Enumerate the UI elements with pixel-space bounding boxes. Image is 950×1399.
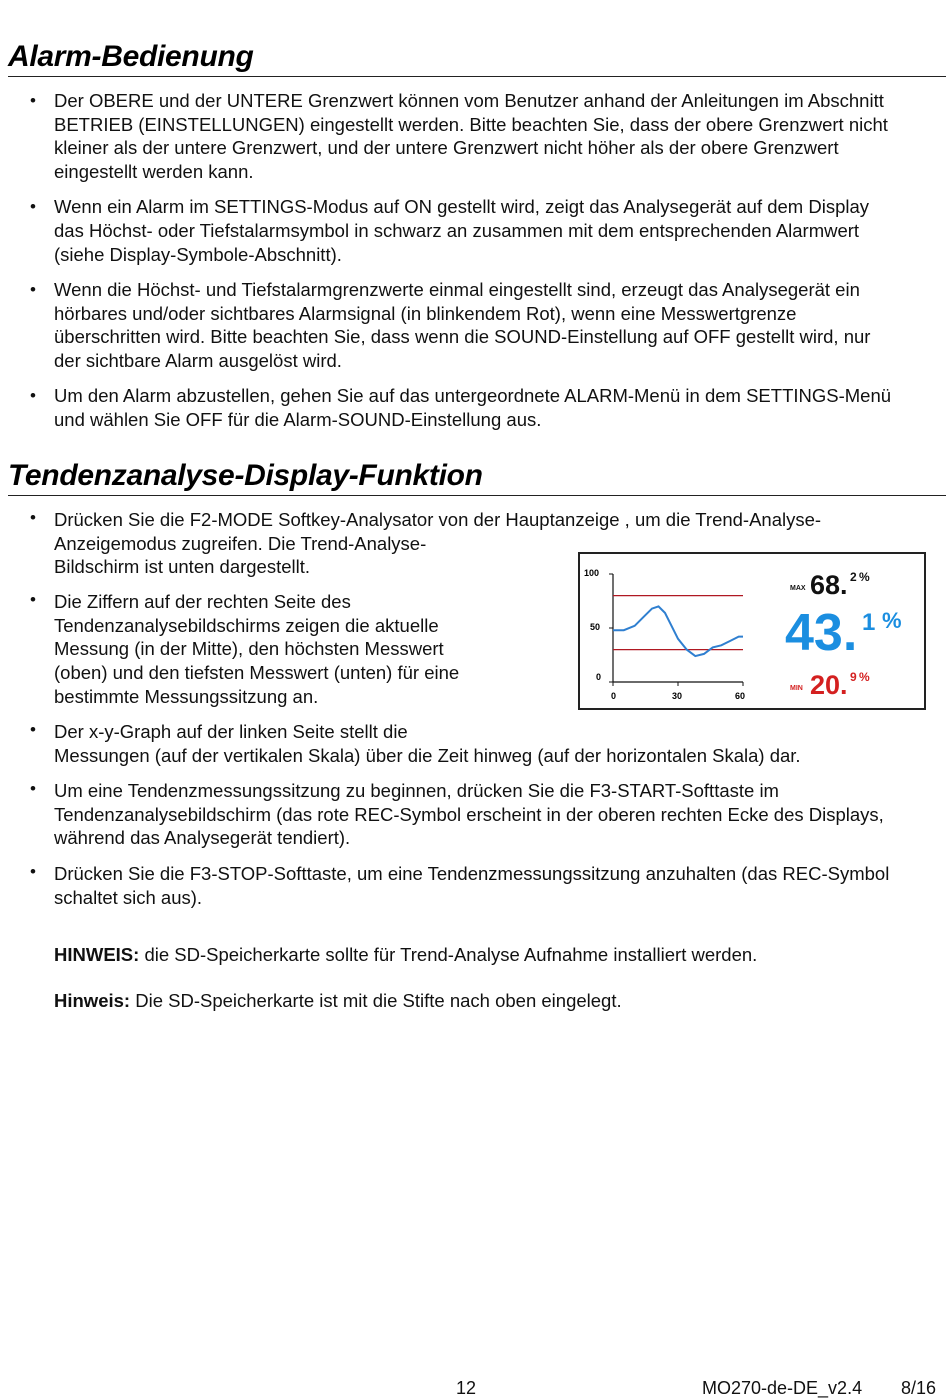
- trend-screen-illustration: [578, 552, 926, 710]
- min-unit: %: [859, 670, 870, 684]
- manual-page: Alarm-Bedienung • Der OBERE und der UNTERE Grenzwert können vom Benutzer anhand der Anleitungen im Abschnitt BETRIEB (EINSTELLUNGEN) eingestellt werden. Bitte beachten Sie, dass der obere Grenzwert nicht kleiner als der untere Grenzwert, und der untere Grenzwert nicht höher als der obere Grenzwert eingestellt werden kann. • Wenn ein Alarm im SETTINGS-Modus auf ON gestellt wird, zeigt das Analysegerät auf dem Display das Höchst- oder Tiefstalarmsymbol in schwarz an zusammen mit dem entsprechenden Alarmwert (siehe Display-Symbole-Abschnitt). • Wenn die Höchst- und Tiefstalarmgrenzwerte einmal eingestellt sind, erzeugt das Analysegerät ein hörbares und/oder sichtbares Alarmsignal (in blinkendem Rot), wenn eine Messwertgrenze überschritten wird. Bitte beachten Sie, dass wenn die SOUND-Einstellung auf OFF gestellt wird, nur der sichtbare Alarm ausgelöst wird. • Um den Alarm abzustellen, gehen Sie auf das untergeordnete ALARM-Menü in dem SETTINGS-Menü und wählen Sie OFF für die Alarm-SOUND-Einstellung aus. Tendenzanalyse-Display-Funktion • Drücken Sie die F2-MODE Softkey-Analysator von der Hauptanzeige , um die Trend-Analyse- Anzeigemodus zugreifen. Die Trend-Analyse- Bildschirm ist unten dargestellt. • Die Ziffern auf der rechten Seite des Tendenzanalysebildschirms zeigen die aktuelle Messung (in der Mitte), den höchsten Messwert (oben) und den tiefsten Messwert (unten) für eine bestimmte Messungssitzung an. • Der x-y-Graph auf der linken Seite stellt die Messungen (auf der vertikalen Skala) über die Zeit hinweg (auf der horizontalen Skala) dar. • Um eine Tendenzmessungssitzung zu beginnen, drücken Sie die F3-START-Softtaste im Tendenzanalysebildschirm (das rote REC-Symbol erscheint in der oberen rechten Ecke des Displays, während das Analysegerät tendiert). • Drücken Sie die F3-STOP-Softtaste, um eine Tendenzmessungssitzung anzuhalten (das REC-Symbol schaltet sich aus). HINWEIS: die SD-Speicherkarte sollte für Trend-Analyse Aufnahme installiert werden. Hinweis: Die SD-Speicherkarte ist mit die Stifte nach oben eingelegt. 100 50 0 0 30 60 MAX 68. 2 % 43. 1 % MIN 20. 9 % 12 MO270-de-DE_v2.4 8/16: [0, 0, 950, 1399]
- list-item: Die Ziffern auf der rechten Seite des Tendenzanalysebildschirms zeigen die aktuelle Messung (in der Mitte), den höchsten Messwert (oben) und den tiefsten Messwert (unten) für eine bestimmte Messungssitzung an.: [54, 591, 460, 707]
- trend-section-title: Tendenzanalyse-Display-Funktion: [8, 459, 483, 492]
- list-item: • Wenn ein Alarm im SETTINGS-Modus auf ON gestellt wird, zeigt das Analysegerät auf dem Display das Höchst- oder Tiefstalarmsymbol in schwarz an zusammen mit dem entsprechenden Alarmwert (siehe Display-Symbole-Abschnitt).: [0, 195, 900, 266]
- page-number: 12: [456, 1378, 477, 1398]
- title-underline: [8, 495, 946, 496]
- document-id: MO270-de-DE_v2.4: [702, 1378, 863, 1398]
- y-tick-label: 50: [590, 622, 601, 632]
- page-of-total: 8/16: [901, 1378, 937, 1398]
- trend-graph: [584, 568, 745, 701]
- x-tick-label: 60: [735, 691, 746, 701]
- current-readout: [785, 604, 902, 662]
- trend-screen-svg: [580, 554, 924, 708]
- note-sd-card-orientation: Hinweis: Die SD-Speicherkarte ist mit die Stifte nach oben eingelegt.: [54, 990, 622, 1011]
- max-unit: %: [859, 570, 870, 584]
- list-item: Um eine Tendenzmessungssitzung zu beginnen, drücken Sie die F3-START-Softtaste im Tendenzanalysebildschirm (das rote REC-Symbol erscheint in der oberen rechten Ecke des Displays, während das Analysegerät tendiert).: [54, 780, 884, 849]
- alarm-bullet-list: [0, 89, 900, 443]
- current-decimal: 1: [862, 609, 876, 636]
- max-readout: [790, 570, 870, 600]
- list-item: • Wenn die Höchst- und Tiefstalarmgrenzwerte einmal eingestellt sind, erzeugt das Analysegerät ein hörbares und/oder sichtbares Alarmsignal (in blinkendem Rot), wenn eine Messwertgrenze überschritten wird. Bitte beachten Sie, dass wenn die SOUND-Einstellung auf OFF gestellt wird, nur der sichtbare Alarm ausgelöst wird.: [0, 278, 900, 373]
- list-item: Der x-y-Graph auf der linken Seite stellt die Messungen (auf der vertikalen Skala) über die Zeit hinweg (auf der horizontalen Skala) dar.: [54, 721, 801, 766]
- y-tick-label: 0: [596, 672, 602, 682]
- title-underline: [8, 76, 946, 77]
- current-value: 43.: [785, 604, 858, 662]
- trend-trace-line: [613, 606, 743, 656]
- current-unit: %: [882, 608, 902, 633]
- list-item: Drücken Sie die F3-STOP-Softtaste, um eine Tendenzmessungssitzung anzuhalten (das REC-Symbol schaltet sich aus).: [54, 863, 890, 908]
- y-tick-label: 100: [584, 568, 600, 578]
- list-item: • Der OBERE und der UNTERE Grenzwert können vom Benutzer anhand der Anleitungen im Abschnitt BETRIEB (EINSTELLUNGEN) eingestellt werden. Bitte beachten Sie, dass der obere Grenzwert nicht kleiner als der untere Grenzwert, und der untere Grenzwert nicht höher als der obere Grenzwert eingestellt werden kann.: [0, 89, 900, 184]
- list-item: • Um den Alarm abzustellen, gehen Sie auf das untergeordnete ALARM-Menü in dem SETTINGS-Menü und wählen Sie OFF für die Alarm-SOUND-Einstellung aus.: [0, 384, 900, 431]
- min-decimal: 9: [850, 670, 857, 684]
- max-value: 68.: [810, 570, 848, 600]
- min-readout: [790, 670, 870, 700]
- max-decimal: 2: [850, 570, 857, 584]
- x-tick-label: 0: [611, 691, 617, 701]
- note-sd-card-install: HINWEIS: die SD-Speicherkarte sollte für Trend-Analyse Aufnahme installiert werden.: [54, 944, 758, 965]
- x-tick-label: 30: [672, 691, 683, 701]
- max-label: MAX: [790, 585, 806, 592]
- alarm-section-title: Alarm-Bedienung: [8, 40, 254, 73]
- min-label: MIN: [790, 685, 803, 692]
- min-value: 20.: [810, 670, 848, 700]
- list-item: Drücken Sie die F2-MODE Softkey-Analysator von der Hauptanzeige , um die Trend-Analyse- Anzeigemodus zugreifen. Die Trend-Analyse- Bildschirm ist unten dargestellt.: [54, 509, 822, 578]
